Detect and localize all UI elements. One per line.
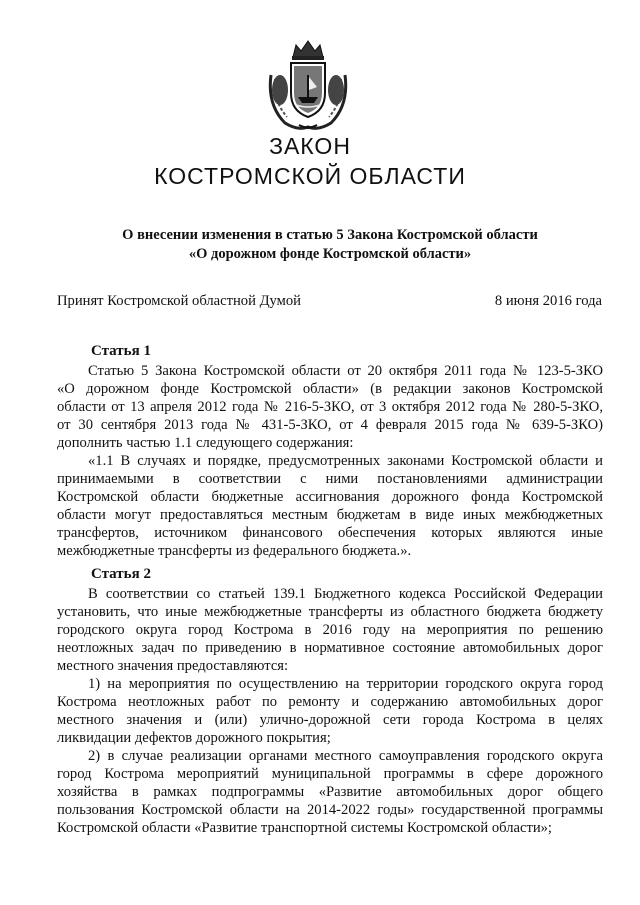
article-1-heading: Статья 1	[91, 343, 151, 359]
coat-of-arms-emblem	[263, 35, 353, 135]
article-1-quote-line: Костромской области бюджетные ассигнования дорожного фонда Костромской	[57, 489, 603, 505]
article-2-item-1-line: 1) на мероприятия по осуществлению на территории городского округа город	[88, 676, 603, 692]
article-2-item-1-line: местного значения и (или) улично-дорожной сети города Кострома в целях	[57, 712, 603, 728]
article-2-item-1-line: Кострома неотложных работ по ремонту и содержанию автомобильных дорог	[57, 694, 603, 710]
adoption-date: 8 июня 2016 года	[494, 293, 602, 309]
article-1-quote-line: принимаемыми в соответствии с ними постановлениями администрации	[57, 471, 603, 487]
article-1-quote-line: области могут предоставляться местным бюджетам в виде иных межбюджетных	[57, 507, 603, 523]
article-1-line: от 30 сентября 2013 года № 431-5-ЗКО, от 4 февраля 2015 года № 639-5-ЗКО)	[57, 417, 603, 433]
article-2-item-2-line: пользования Костромской области на 2014-2022 годы» государственной программы	[57, 802, 603, 818]
adopted-by: Принят Костромской областной Думой	[57, 293, 301, 309]
article-1-line: дополнить частью 1.1 следующего содержания:	[57, 435, 354, 451]
document-subtitle-line-1: О внесении изменения в статью 5 Закона Костромской области	[122, 227, 538, 243]
article-2-line: неотложных задач по приведению в нормативное состояние автомобильных дорог	[57, 640, 603, 656]
article-1-quote-line: межбюджетные трансферты из федерального бюджета.».	[57, 543, 412, 559]
article-1-line: «О дорожном фонде Костромской области» (в редакции законов Костромской	[57, 381, 603, 397]
region-title: КОСТРОМСКОЙ ОБЛАСТИ	[154, 163, 466, 189]
article-2-line: В соответствии со статьей 139.1 Бюджетного кодекса Российской Федерации	[88, 586, 603, 602]
article-1-line: Статью 5 Закона Костромской области от 20 октября 2011 года № 123-5-ЗКО	[88, 363, 603, 379]
article-2-line: местного значения предоставляются:	[57, 658, 289, 674]
document-subtitle-line-2: «О дорожном фонде Костромской области»	[188, 246, 472, 262]
article-2-heading: Статья 2	[91, 566, 151, 582]
article-2-line: городского округа город Кострома в 2016 году на мероприятия по решению	[57, 622, 603, 638]
article-1-quote-line: «1.1 В случаях и порядке, предусмотренных законами Костромской области и	[88, 453, 603, 469]
article-2-line: установить, что иные межбюджетные трансферты из областного бюджета бюджету	[57, 604, 603, 620]
article-2-item-2-line: Костромской области «Развитие транспортной системы Костромской области»;	[57, 820, 552, 836]
article-1-quote-line: трансфертов, источником финансового обеспечения которых являются иные	[57, 525, 603, 541]
law-title: ЗАКОН	[269, 133, 351, 159]
article-2-item-2-line: хозяйства в рамках подпрограммы «Развитие автомобильных дорог общего	[57, 784, 603, 800]
article-1-line: области от 13 апреля 2012 года № 216-5-ЗКО, от 3 октября 2012 года № 280-5-ЗКО,	[57, 399, 603, 415]
article-2-item-2-line: 2) в случае реализации органами местного самоуправления городского округа	[88, 748, 603, 764]
article-2-item-2-line: город Кострома мероприятий муниципальной программы в сфере дорожного	[57, 766, 603, 782]
article-2-item-1-line: ликвидации дефектов дорожного покрытия;	[57, 730, 331, 746]
